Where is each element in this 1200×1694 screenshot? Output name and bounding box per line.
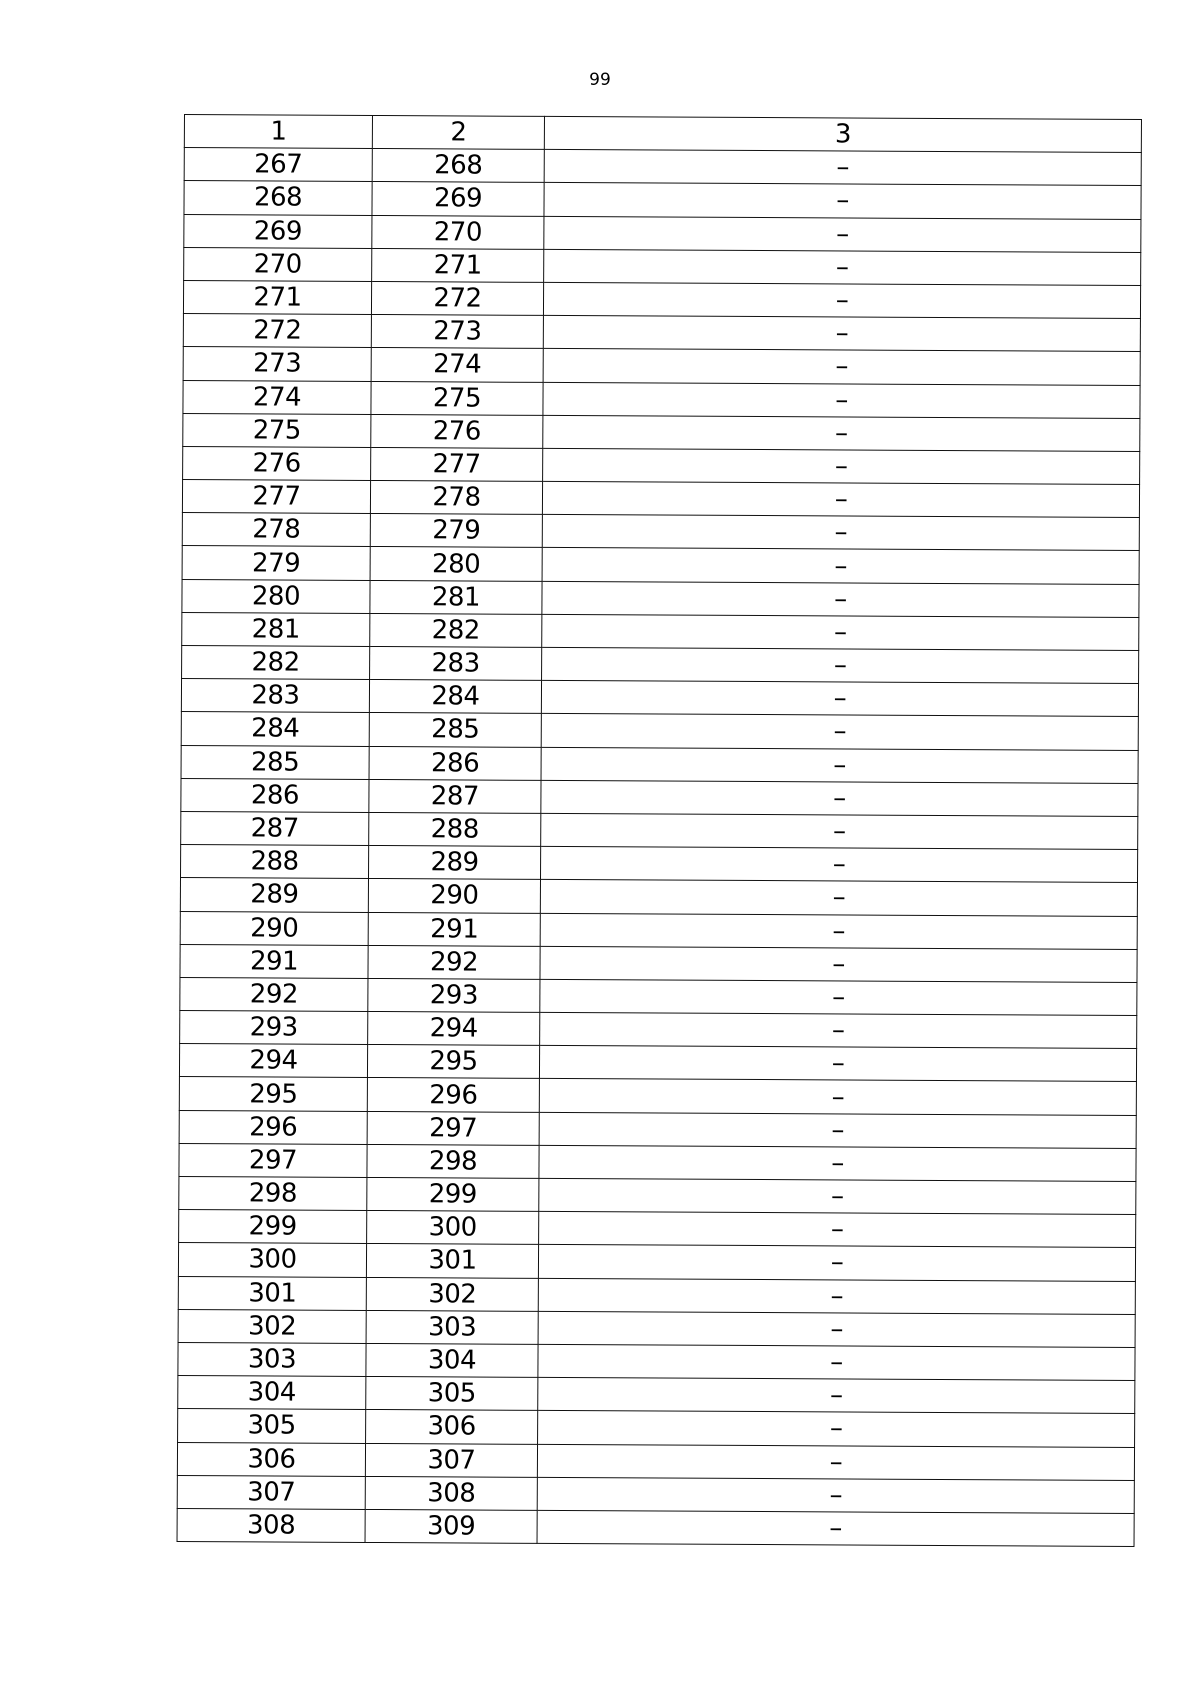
table-row <box>184 247 1141 285</box>
table-row <box>178 1276 1135 1314</box>
cell-column-1: 278 <box>182 513 370 547</box>
cell-column-2: 291 <box>368 912 540 946</box>
cell-column-1: 307 <box>177 1475 365 1509</box>
table-row <box>179 1143 1136 1181</box>
cell-column-1: 271 <box>183 280 371 314</box>
cell-column-1: 296 <box>179 1110 367 1144</box>
cell-column-1: 289 <box>180 878 368 912</box>
cell-column-3: – <box>540 1012 1137 1048</box>
cell-column-2: 288 <box>369 812 541 846</box>
cell-column-3: – <box>539 1112 1136 1148</box>
table-row <box>178 1409 1135 1447</box>
cell-column-3: – <box>542 481 1139 517</box>
cell-column-2: 303 <box>366 1310 538 1344</box>
cell-column-3: – <box>538 1344 1135 1380</box>
table-row <box>182 612 1139 650</box>
cell-column-2: 299 <box>367 1177 539 1211</box>
cell-column-2: 284 <box>369 680 541 714</box>
cell-column-3: – <box>539 1145 1136 1181</box>
cell-column-2: 280 <box>370 547 542 581</box>
table-row <box>182 480 1139 518</box>
cell-column-3: – <box>540 946 1137 982</box>
cell-column-2: 270 <box>372 215 544 249</box>
cell-column-3: – <box>538 1311 1135 1347</box>
table-row <box>179 1210 1136 1248</box>
cell-column-1: 303 <box>178 1342 366 1376</box>
cell-column-2: 290 <box>368 879 540 913</box>
table-row <box>177 1442 1134 1480</box>
cell-column-2: 296 <box>367 1078 539 1112</box>
table-row <box>183 314 1140 352</box>
cell-column-3: – <box>538 1278 1135 1314</box>
cell-column-1: 279 <box>182 546 370 580</box>
table-row <box>179 1110 1136 1148</box>
cell-column-2: 278 <box>370 481 542 515</box>
cell-column-3: – <box>538 1245 1135 1281</box>
cell-column-1: 270 <box>184 247 372 281</box>
cell-column-2: 307 <box>365 1443 537 1477</box>
cell-column-2: 308 <box>365 1476 537 1510</box>
cell-column-1: 304 <box>178 1376 366 1410</box>
cell-column-3: – <box>539 1212 1136 1248</box>
table-row <box>180 878 1137 916</box>
cell-column-2: 289 <box>368 846 540 880</box>
table-row <box>178 1309 1135 1347</box>
cell-column-1: 306 <box>177 1442 365 1476</box>
cell-column-3: – <box>542 647 1139 683</box>
cell-column-2: 295 <box>367 1045 539 1079</box>
cell-column-2: 294 <box>368 1012 540 1046</box>
table-row <box>177 1508 1134 1546</box>
table-row <box>180 911 1137 949</box>
table-row <box>181 679 1138 717</box>
cell-column-2: 292 <box>368 945 540 979</box>
cell-column-3: – <box>542 515 1139 551</box>
cell-column-3: – <box>543 382 1140 418</box>
cell-column-1: 299 <box>179 1210 367 1244</box>
table-row <box>179 1077 1136 1115</box>
cell-column-3: – <box>544 249 1141 285</box>
cell-column-2: 309 <box>365 1509 537 1543</box>
table-row <box>183 280 1140 318</box>
cell-column-3: – <box>539 1178 1136 1214</box>
cell-column-3: – <box>543 448 1140 484</box>
table-row <box>183 413 1140 451</box>
cell-column-1: 293 <box>180 1011 368 1045</box>
table-row <box>178 1243 1135 1281</box>
cell-column-2: 285 <box>369 713 541 747</box>
column-2-header: 2 <box>372 115 544 149</box>
cell-column-3: – <box>541 714 1138 750</box>
cell-column-2: 281 <box>370 580 542 614</box>
cell-column-2: 274 <box>371 348 543 382</box>
table-row <box>184 148 1141 186</box>
cell-column-3: – <box>541 681 1138 717</box>
table-row <box>184 181 1141 219</box>
table-row <box>183 380 1140 418</box>
table-body <box>177 115 1141 1547</box>
cell-column-3: – <box>541 813 1138 849</box>
cell-column-1: 277 <box>182 480 370 514</box>
cell-column-1: 295 <box>179 1077 367 1111</box>
cell-column-2: 273 <box>371 315 543 349</box>
table-row <box>180 944 1137 982</box>
cell-column-1: 272 <box>183 314 371 348</box>
cell-column-1: 286 <box>181 778 369 812</box>
cell-column-1: 276 <box>183 446 371 480</box>
cell-column-3: – <box>537 1477 1134 1513</box>
table-row <box>182 513 1139 551</box>
cell-column-3: – <box>543 316 1140 352</box>
page-number: 99 <box>589 70 611 90</box>
cell-column-1: 294 <box>179 1044 367 1078</box>
cell-column-3: – <box>543 415 1140 451</box>
cell-column-2: 286 <box>369 746 541 780</box>
table-row <box>180 1011 1137 1049</box>
cell-column-3: – <box>542 548 1139 584</box>
cell-column-3: – <box>539 1079 1136 1115</box>
table-row <box>182 579 1139 617</box>
cell-column-1: 284 <box>181 712 369 746</box>
cell-column-1: 282 <box>182 645 370 679</box>
cell-column-2: 306 <box>366 1410 538 1444</box>
table-row <box>182 645 1139 683</box>
cell-column-3: – <box>537 1444 1134 1480</box>
cell-column-1: 291 <box>180 944 368 978</box>
cell-column-1: 297 <box>179 1143 367 1177</box>
table-row <box>181 712 1138 750</box>
column-1-header: 1 <box>184 115 372 149</box>
cell-column-1: 285 <box>181 745 369 779</box>
cell-column-2: 305 <box>366 1377 538 1411</box>
cell-column-3: – <box>543 349 1140 385</box>
table-row <box>183 446 1140 484</box>
cell-column-1: 288 <box>181 845 369 879</box>
cell-column-1: 274 <box>183 380 371 414</box>
table-row <box>182 546 1139 584</box>
cell-column-2: 276 <box>371 414 543 448</box>
cell-column-3: – <box>537 1510 1134 1546</box>
cell-column-3: – <box>538 1411 1135 1447</box>
table-row <box>179 1044 1136 1082</box>
cell-column-3: – <box>540 847 1137 883</box>
cell-column-3: – <box>538 1377 1135 1413</box>
cell-column-2: 297 <box>367 1111 539 1145</box>
cell-column-1: 280 <box>182 579 370 613</box>
cell-column-1: 300 <box>178 1243 366 1277</box>
data-table <box>177 114 1142 1547</box>
cell-column-3: – <box>544 183 1141 219</box>
table-row <box>178 1342 1135 1380</box>
cell-column-3: – <box>543 282 1140 318</box>
table-row <box>183 347 1140 385</box>
cell-column-1: 292 <box>180 977 368 1011</box>
cell-column-1: 283 <box>181 679 369 713</box>
cell-column-1: 275 <box>183 413 371 447</box>
table-row <box>181 778 1138 816</box>
cell-column-3: – <box>544 216 1141 252</box>
cell-column-3: – <box>541 780 1138 816</box>
cell-column-1: 298 <box>179 1176 367 1210</box>
cell-column-3: – <box>541 747 1138 783</box>
table-row <box>184 214 1141 252</box>
table-row <box>181 745 1138 783</box>
cell-column-2: 283 <box>370 646 542 680</box>
cell-column-1: 308 <box>177 1508 365 1542</box>
cell-column-1: 268 <box>184 181 372 215</box>
table-row <box>180 977 1137 1015</box>
cell-column-1: 302 <box>178 1309 366 1343</box>
table-row <box>178 1376 1135 1414</box>
cell-column-2: 275 <box>371 381 543 415</box>
cell-column-1: 273 <box>183 347 371 381</box>
cell-column-2: 287 <box>369 779 541 813</box>
table-row <box>181 845 1138 883</box>
cell-column-2: 272 <box>371 281 543 315</box>
cell-column-1: 301 <box>178 1276 366 1310</box>
cell-column-2: 268 <box>372 149 544 183</box>
cell-column-2: 304 <box>366 1343 538 1377</box>
cell-column-2: 298 <box>367 1144 539 1178</box>
column-3-header: 3 <box>544 116 1141 152</box>
cell-column-1: 267 <box>184 148 372 182</box>
cell-column-1: 269 <box>184 214 372 248</box>
cell-column-1: 287 <box>181 811 369 845</box>
table-header-row <box>184 115 1141 153</box>
cell-column-1: 290 <box>180 911 368 945</box>
cell-column-3: – <box>539 1046 1136 1082</box>
cell-column-1: 281 <box>182 612 370 646</box>
table-row <box>179 1176 1136 1214</box>
table-row <box>177 1475 1134 1513</box>
cell-column-2: 277 <box>371 447 543 481</box>
table-row <box>181 811 1138 849</box>
cell-column-3: – <box>542 581 1139 617</box>
cell-column-2: 271 <box>372 248 544 282</box>
cell-column-1: 305 <box>178 1409 366 1443</box>
cell-column-3: – <box>544 150 1141 186</box>
cell-column-2: 301 <box>366 1244 538 1278</box>
cell-column-3: – <box>540 880 1137 916</box>
cell-column-2: 282 <box>370 613 542 647</box>
cell-column-2: 269 <box>372 182 544 216</box>
cell-column-2: 279 <box>370 514 542 548</box>
cell-column-3: – <box>542 614 1139 650</box>
cell-column-2: 293 <box>368 978 540 1012</box>
cell-column-3: – <box>540 913 1137 949</box>
cell-column-2: 302 <box>366 1277 538 1311</box>
cell-column-3: – <box>540 979 1137 1015</box>
cell-column-2: 300 <box>367 1211 539 1245</box>
